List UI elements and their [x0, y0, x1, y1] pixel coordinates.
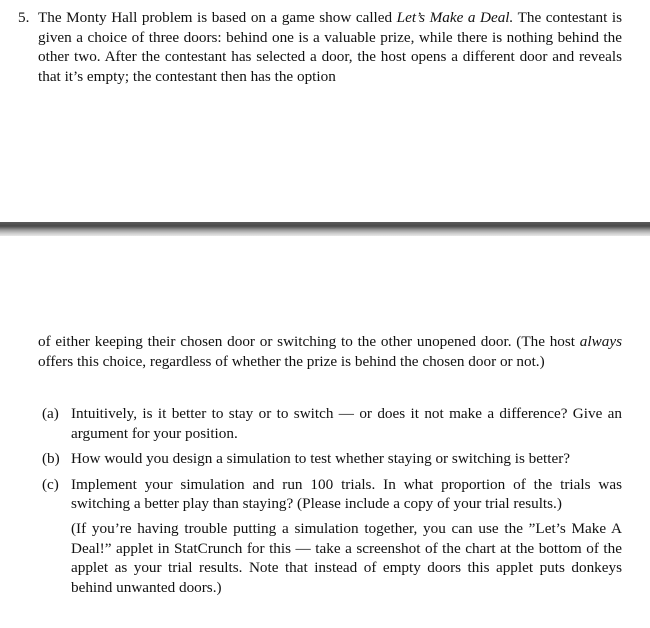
part-a-text: Intuitively, is it better to stay or to switch — or does it not make a difference? Give an argument for your position. — [71, 405, 622, 442]
part-b-label: (b) — [42, 450, 60, 468]
part-a-label: (a) — [42, 405, 59, 422]
page-top — [0, 0, 650, 222]
part-c-text: Implement your simulation and run 100 trials. In what proportion of the trials was switching a better play than staying? (Please include a copy of your trial results.) — [71, 475, 622, 513]
question-text-start: The Monty Hall problem is based on a game show called — [38, 9, 397, 26]
question-number: 5. — [18, 9, 30, 26]
show-title: Let’s Make a Deal. — [396, 9, 514, 26]
part-a — [38, 404, 622, 443]
part-c-note: (If you’re having trouble putting a simulation together, you can use the ”Let’s Make A Deal!” applet in StatCrunch for this — take a screenshot of the chart at the bottom of the applet as your trial results. Note that instead of empty doors this applet puts donkeys behind unwanted doors.) — [71, 519, 622, 596]
part-b — [38, 449, 622, 469]
question-parts — [38, 404, 622, 603]
question-continuation — [38, 332, 622, 371]
continuation-text-start: of either keeping their chosen door or switching to the other unopened door. (The host — [38, 333, 580, 350]
part-c — [38, 475, 622, 598]
continuation-text-end: offers this choice, regardless of whether the prize is behind the chosen door or not.) — [38, 352, 545, 370]
page-break-divider — [0, 222, 650, 236]
question-5 — [18, 8, 622, 86]
page-bottom — [0, 236, 650, 628]
question-text-end: The contestant is given a choice of three doors: behind one is a valuable prize, while there is nothing behind the other two. After the contestant has selected a door, the host opens a different door and reveals that it’s empty; the contestant then has the option — [38, 9, 622, 85]
part-c-label: (c) — [42, 475, 59, 493]
part-b-text: How would you design a simulation to test whether staying or switching is better? — [71, 450, 570, 468]
question-text — [38, 8, 622, 86]
emphasis-always: always — [579, 333, 622, 350]
